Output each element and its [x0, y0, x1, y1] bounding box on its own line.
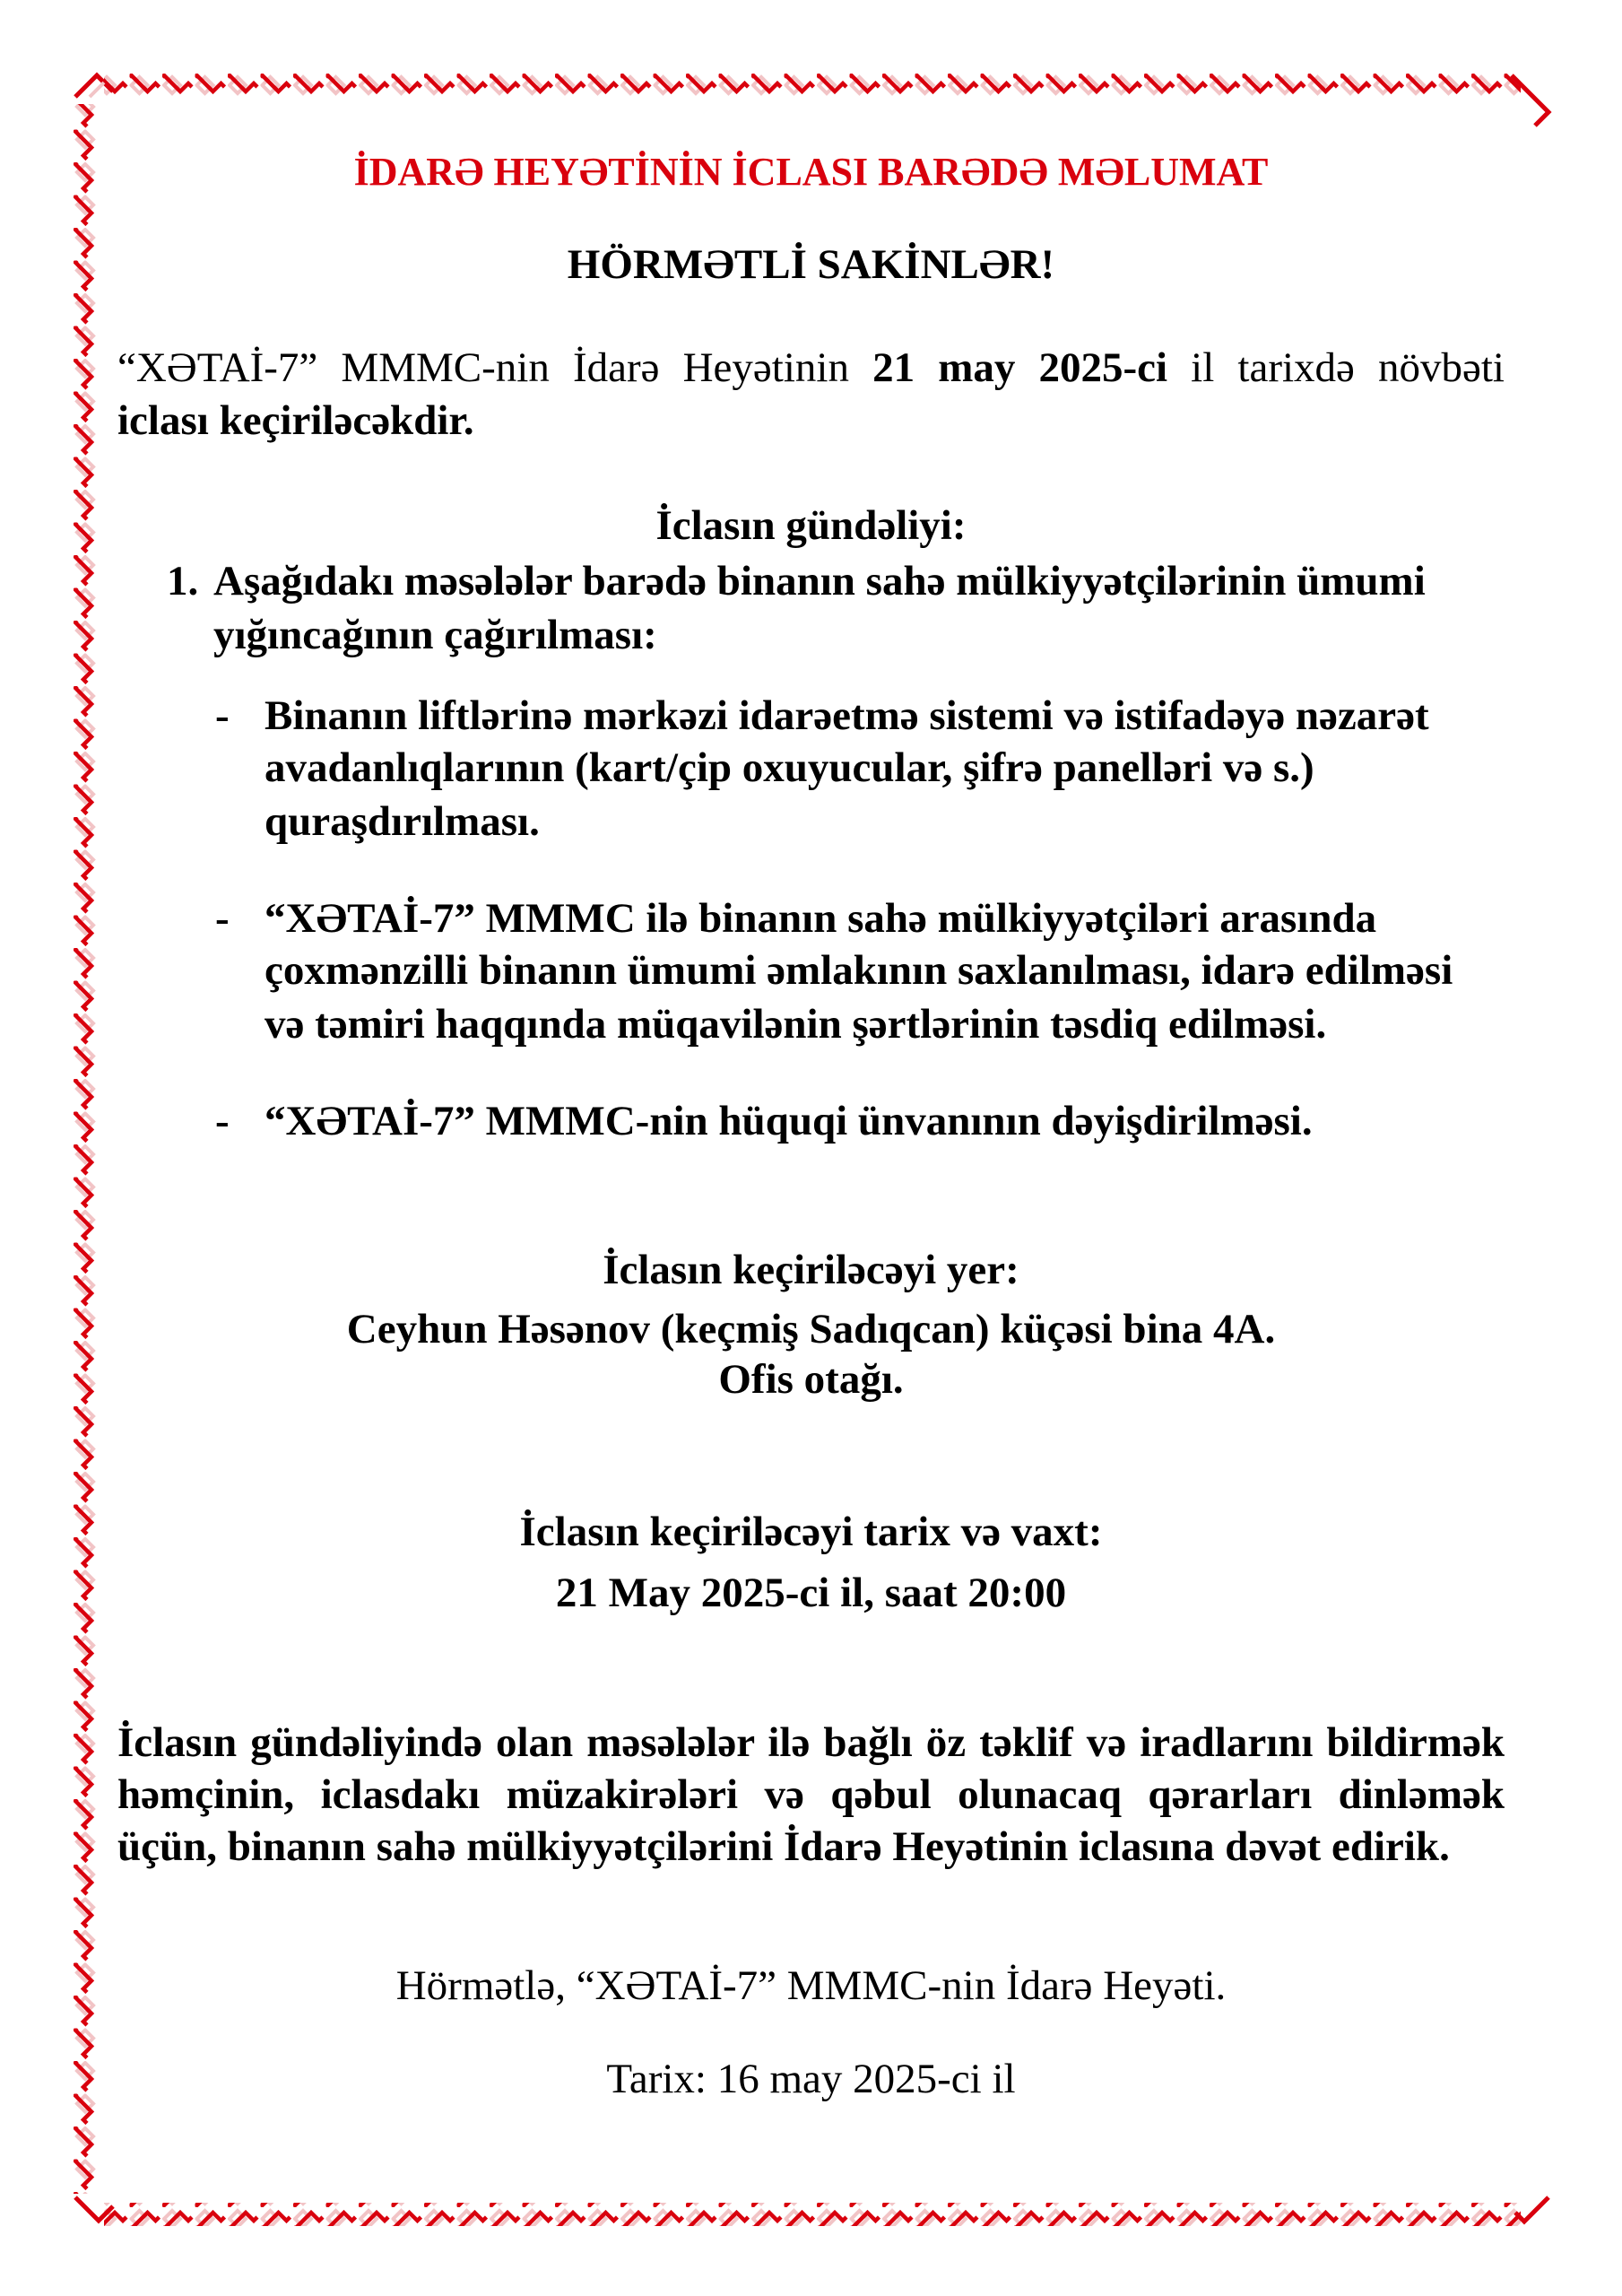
agenda-item-1-line-1: Aşağıdakı məsələlər barədə binanın sahə mülkiyyətçilərinin ümumi	[213, 558, 1426, 604]
agenda-item-1-line-2: yığıncağının çağırılması:	[213, 612, 657, 658]
bullet-dash: -	[215, 692, 230, 739]
bullet-dash: -	[215, 1098, 230, 1144]
closing-line-1: İclasın gündəliyində olan məsələlər ilə bağlı öz təklif və iradlarını bildirmək	[117, 1719, 1505, 1766]
subitem-2-line-1: “XƏTAİ-7” MMMC ilə binanın sahə mülkiyyətçiləri arasında	[265, 895, 1377, 942]
datetime-value: 21 May 2025-ci il, saat 20:00	[555, 1570, 1067, 1616]
subitem-2-line-3: və təmiri haqqında müqavilənin şərtlərinin təsdiq edilməsi.	[265, 1001, 1327, 1048]
location-address: Ceyhun Həsənov (keçmiş Sadıqcan) küçəsi bina 4A.	[346, 1306, 1276, 1352]
notice-title: İDARƏ HEYƏTİNİN İCLASI BARƏDƏ MƏLUMAT	[353, 150, 1269, 194]
signature: Hörmətlə, “XƏTAİ-7” MMMC-nin İdarə Heyəti.	[395, 1962, 1227, 2009]
agenda-heading: İclasın gündəliyi:	[655, 502, 967, 549]
subitem-2-line-2: çoxmənzilli binanın ümumi əmlakının saxlanılması, idarə edilməsi	[265, 947, 1453, 994]
subitem-3-line-1: “XƏTAİ-7” MMMC-nin hüquqi ünvanının dəyişdirilməsi.	[265, 1098, 1313, 1144]
datetime-heading: İclasın keçiriləcəyi tarix və vaxt:	[519, 1509, 1103, 1555]
intro-text-a: “XƏTAİ-7” MMMC-nin İdarə Heyətinin	[117, 344, 849, 391]
subitem-1-line-2: avadanlıqlarının (kart/çip oxuyucular, şifrə panelləri və s.)	[265, 744, 1314, 791]
location-heading: İclasın keçiriləcəyi yer:	[603, 1247, 1019, 1293]
meeting-date-bold: 21 may 2025-ci	[872, 344, 1168, 391]
closing-line-3: üçün, binanın sahə mülkiyyətçilərini İdarə Heyətinin iclasına dəvət edirik.	[117, 1823, 1450, 1870]
agenda-item-number: 1.	[167, 558, 199, 604]
subitem-1-line-3: quraşdırılması.	[265, 798, 540, 845]
subitem-1-line-1: Binanın liftlərinə mərkəzi idarəetmə sistemi və istifadəyə nəzarət	[265, 692, 1429, 739]
greeting-heading: HÖRMƏTLİ SAKİNLƏR!	[567, 241, 1055, 288]
intro-line-2: iclası keçiriləcəkdir.	[117, 397, 474, 444]
location-room: Ofis otağı.	[718, 1356, 904, 1403]
issue-date: Tarix: 16 may 2025-ci il	[606, 2056, 1016, 2102]
closing-line-2: həmçinin, iclasdakı müzakirələri və qəbul olunacaq qərarları dinləmək	[117, 1771, 1505, 1818]
intro-text-b: il tarixdə növbəti	[1191, 344, 1505, 391]
bullet-dash: -	[215, 895, 230, 942]
intro-line-1	[117, 344, 1505, 391]
